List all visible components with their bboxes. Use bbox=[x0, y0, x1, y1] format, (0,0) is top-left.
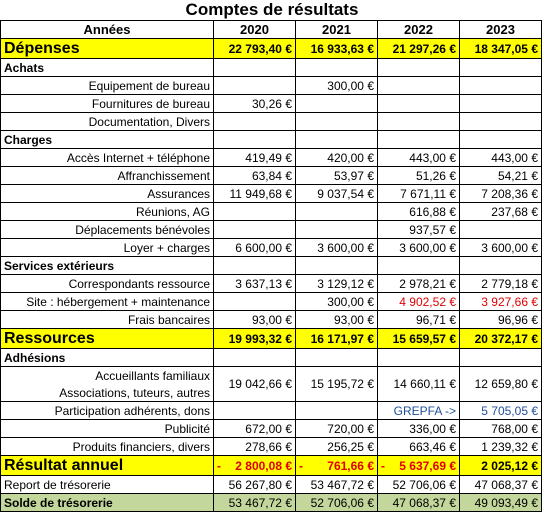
depenses-2022: 21 297,26 € bbox=[378, 39, 460, 59]
cell-2020 bbox=[214, 221, 296, 239]
table-row bbox=[1, 367, 542, 385]
cell-2022: 4 902,52 € bbox=[378, 293, 460, 311]
cell-2023 bbox=[460, 95, 542, 113]
cell-2021: 420,00 € bbox=[296, 149, 378, 167]
row-label: Site : hébergement + maintenance bbox=[1, 293, 214, 311]
cell-2021: 3 600,00 € bbox=[296, 239, 378, 257]
cell-2020: 30,26 € bbox=[214, 95, 296, 113]
cell-2020: 672,00 € bbox=[214, 420, 296, 438]
ressources-label: Ressources bbox=[1, 329, 214, 349]
cell-2020: 6 600,00 € bbox=[214, 239, 296, 257]
cell-2022: 7 671,11 € bbox=[378, 185, 460, 203]
solde-2021: 52 706,06 € bbox=[296, 494, 378, 512]
cell-2020: 3 637,13 € bbox=[214, 275, 296, 293]
cell-2022: 14 660,11 € bbox=[378, 367, 460, 402]
year-2022: 2022 bbox=[378, 21, 460, 39]
cell-2023: 2 779,18 € bbox=[460, 275, 542, 293]
minus-sign: - bbox=[381, 458, 385, 473]
resultat-label: Résultat annuel bbox=[1, 456, 214, 476]
ressources-2020: 19 993,32 € bbox=[214, 329, 296, 349]
row-label: Frais bancaires bbox=[1, 311, 214, 329]
row-label: Réunions, AG bbox=[1, 203, 214, 221]
table-row bbox=[1, 149, 542, 167]
cell-2023 bbox=[460, 113, 542, 131]
cell-2021: 256,25 € bbox=[296, 438, 378, 456]
depenses-2021: 16 933,63 € bbox=[296, 39, 378, 59]
section-charges bbox=[1, 131, 542, 149]
cell-2022: 443,00 € bbox=[378, 149, 460, 167]
cell-2022 bbox=[378, 95, 460, 113]
cell-2021 bbox=[296, 113, 378, 131]
table-row bbox=[1, 293, 542, 311]
cell-2023: 1 239,32 € bbox=[460, 438, 542, 456]
report-2022: 52 706,06 € bbox=[378, 476, 460, 494]
table-row bbox=[1, 113, 542, 131]
table-row bbox=[1, 167, 542, 185]
grepfa-note: GREPFA -> bbox=[378, 402, 460, 420]
resultat-2022 bbox=[378, 456, 460, 476]
ressources-2023: 20 372,17 € bbox=[460, 329, 542, 349]
year-2020: 2020 bbox=[214, 21, 296, 39]
header-row bbox=[1, 21, 542, 39]
row-label: Participation adhérents, dons bbox=[1, 402, 214, 420]
year-2023: 2023 bbox=[460, 21, 542, 39]
table-row bbox=[1, 402, 542, 420]
row-label: Correspondants ressource bbox=[1, 275, 214, 293]
cell-2020 bbox=[214, 402, 296, 420]
cell-2021 bbox=[296, 221, 378, 239]
depenses-2023: 18 347,05 € bbox=[460, 39, 542, 59]
table-row bbox=[1, 311, 542, 329]
row-label: Accueillants familiaux bbox=[1, 367, 214, 385]
minus-sign: - bbox=[217, 458, 221, 473]
results-table bbox=[0, 20, 542, 512]
cell-2020 bbox=[214, 113, 296, 131]
resultat-2021 bbox=[296, 456, 378, 476]
cell-2022: 616,88 € bbox=[378, 203, 460, 221]
section-services bbox=[1, 257, 542, 275]
cell-2023: 768,00 € bbox=[460, 420, 542, 438]
table-row bbox=[1, 438, 542, 456]
cell-2022: 937,57 € bbox=[378, 221, 460, 239]
cell-2022 bbox=[378, 77, 460, 95]
section-adhesions bbox=[1, 349, 542, 367]
cell-2021: 300,00 € bbox=[296, 77, 378, 95]
ressources-row bbox=[1, 329, 542, 349]
row-label: Documentation, Divers bbox=[1, 113, 214, 131]
resultat-value: 2 800,08 € bbox=[235, 458, 292, 473]
cell-2020 bbox=[214, 293, 296, 311]
solde-label: Solde de trésorerie bbox=[1, 494, 214, 512]
cell-2023: 12 659,80 € bbox=[460, 367, 542, 402]
resultat-value: 5 637,69 € bbox=[399, 458, 456, 473]
cell-2021: 720,00 € bbox=[296, 420, 378, 438]
row-label: Accès Internet + téléphone bbox=[1, 149, 214, 167]
cell-2021 bbox=[296, 203, 378, 221]
cell-2023: 443,00 € bbox=[460, 149, 542, 167]
row-label: Produits financiers, divers bbox=[1, 438, 214, 456]
minus-sign: - bbox=[299, 458, 303, 473]
table-row bbox=[1, 95, 542, 113]
row-label: Equipement de bureau bbox=[1, 77, 214, 95]
cell-2022: 336,00 € bbox=[378, 420, 460, 438]
cell-2021 bbox=[296, 402, 378, 420]
cell-2020: 419,49 € bbox=[214, 149, 296, 167]
table-row bbox=[1, 420, 542, 438]
table-row bbox=[1, 185, 542, 203]
cell-2022: 96,71 € bbox=[378, 311, 460, 329]
adhesions-label: Adhésions bbox=[1, 349, 214, 367]
cell-2022: 663,46 € bbox=[378, 438, 460, 456]
services-label: Services extérieurs bbox=[1, 257, 214, 275]
achats-label: Achats bbox=[1, 59, 214, 77]
cell-2020: 11 949,68 € bbox=[214, 185, 296, 203]
depenses-row bbox=[1, 39, 542, 59]
cell-2020 bbox=[214, 77, 296, 95]
table-row bbox=[1, 239, 542, 257]
cell-2022: 2 978,21 € bbox=[378, 275, 460, 293]
resultat-row bbox=[1, 456, 542, 476]
cell-2021: 15 195,72 € bbox=[296, 367, 378, 402]
section-achats bbox=[1, 59, 542, 77]
cell-2023 bbox=[460, 221, 542, 239]
row-label: Affranchissement bbox=[1, 167, 214, 185]
header-label: Années bbox=[1, 21, 214, 39]
cell-2023: 54,21 € bbox=[460, 167, 542, 185]
cell-2020: 19 042,66 € bbox=[214, 367, 296, 402]
ressources-2021: 16 171,97 € bbox=[296, 329, 378, 349]
table-row bbox=[1, 203, 542, 221]
page-title: Comptes de résultats bbox=[185, 0, 359, 19]
resultat-value: 761,66 € bbox=[327, 458, 374, 473]
table-row bbox=[1, 221, 542, 239]
report-2020: 56 267,80 € bbox=[214, 476, 296, 494]
cell-2023: 96,96 € bbox=[460, 311, 542, 329]
cell-2021: 9 037,54 € bbox=[296, 185, 378, 203]
cell-2020: 63,84 € bbox=[214, 167, 296, 185]
cell-2022: 51,26 € bbox=[378, 167, 460, 185]
row-label: Déplacements bénévoles bbox=[1, 221, 214, 239]
cell-2020: 93,00 € bbox=[214, 311, 296, 329]
report-2021: 53 467,72 € bbox=[296, 476, 378, 494]
cell-2021: 300,00 € bbox=[296, 293, 378, 311]
cell-2022: 3 600,00 € bbox=[378, 239, 460, 257]
resultat-2023: 2 025,12 € bbox=[460, 456, 542, 476]
cell-2023: 237,68 € bbox=[460, 203, 542, 221]
table-row bbox=[1, 275, 542, 293]
cell-2021 bbox=[296, 95, 378, 113]
depenses-2020: 22 793,40 € bbox=[214, 39, 296, 59]
cell-2020: 278,66 € bbox=[214, 438, 296, 456]
charges-label: Charges bbox=[1, 131, 214, 149]
year-2021: 2021 bbox=[296, 21, 378, 39]
solde-2022: 47 068,37 € bbox=[378, 494, 460, 512]
cell-2023 bbox=[460, 77, 542, 95]
depenses-label: Dépenses bbox=[1, 39, 214, 59]
row-label: Assurances bbox=[1, 185, 214, 203]
report-2023: 47 068,37 € bbox=[460, 476, 542, 494]
solde-2023: 49 093,49 € bbox=[460, 494, 542, 512]
resultat-2020 bbox=[214, 456, 296, 476]
cell-2023: 5 705,05 € bbox=[460, 402, 542, 420]
table-row bbox=[1, 77, 542, 95]
cell-2021: 93,00 € bbox=[296, 311, 378, 329]
cell-2023: 3 600,00 € bbox=[460, 239, 542, 257]
cell-2023: 7 208,36 € bbox=[460, 185, 542, 203]
report-row bbox=[1, 476, 542, 494]
cell-2022 bbox=[378, 113, 460, 131]
row-label: Fournitures de bureau bbox=[1, 95, 214, 113]
cell-2020 bbox=[214, 203, 296, 221]
cell-2021: 3 129,12 € bbox=[296, 275, 378, 293]
cell-2023: 3 927,66 € bbox=[460, 293, 542, 311]
row-label: Associations, tuteurs, autres bbox=[1, 384, 214, 402]
row-label: Loyer + charges bbox=[1, 239, 214, 257]
ressources-2022: 15 659,57 € bbox=[378, 329, 460, 349]
report-label: Report de trésorerie bbox=[1, 476, 214, 494]
row-label: Publicité bbox=[1, 420, 214, 438]
solde-2020: 53 467,72 € bbox=[214, 494, 296, 512]
solde-row bbox=[1, 494, 542, 512]
cell-2021: 53,97 € bbox=[296, 167, 378, 185]
